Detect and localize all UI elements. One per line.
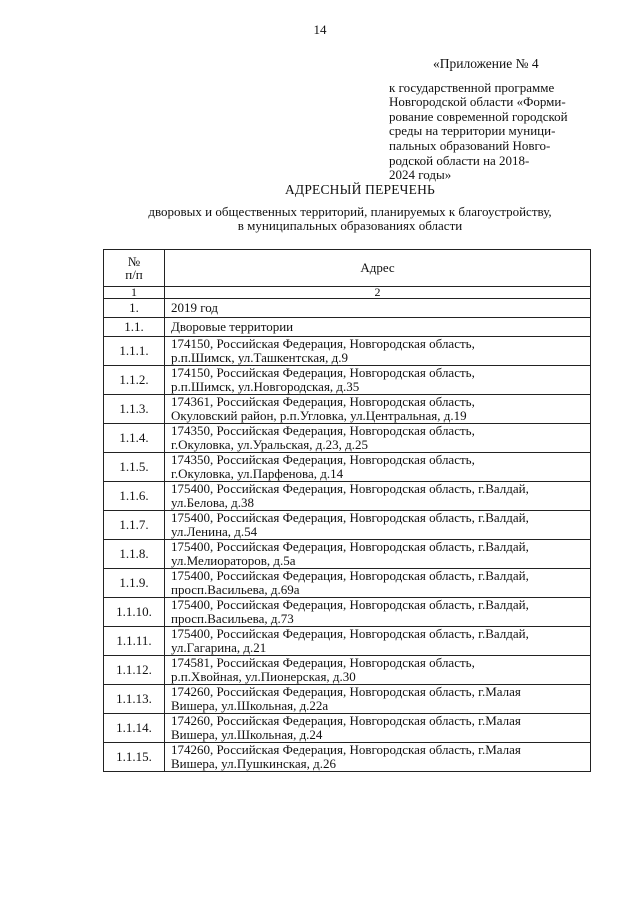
- row-address: 174260, Российская Федерация, Новгородская область, г.Малая Вишера, ул.Школьная, д.22а: [165, 685, 591, 714]
- table-row: [104, 714, 591, 743]
- table-row: [104, 482, 591, 511]
- row-address: 175400, Российская Федерация, Новгородская область, г.Валдай, ул.Гагарина, д.21: [165, 627, 591, 656]
- row-address: 175400, Российская Федерация, Новгородская область, г.Валдай, просп.Васильева, д.73: [165, 598, 591, 627]
- table-row: [104, 511, 591, 540]
- row-address: 174350, Российская Федерация, Новгородская область, г.Окуловка, ул.Парфенова, д.14: [165, 453, 591, 482]
- row-number: 1.1.: [104, 318, 165, 337]
- row-number: 1.1.15.: [104, 743, 165, 772]
- row-number: 1.: [104, 299, 165, 318]
- row-number: 1.1.14.: [104, 714, 165, 743]
- column-index-num: 1: [104, 287, 165, 299]
- page-number: 14: [313, 22, 327, 37]
- subtitle-line-2: в муниципальных образованиях области: [237, 218, 463, 233]
- appendix-note: [389, 57, 609, 183]
- table-row: [104, 569, 591, 598]
- row-number: 1.1.9.: [104, 569, 165, 598]
- row-number: 1.1.13.: [104, 685, 165, 714]
- table-row: [104, 598, 591, 627]
- row-address: 174260, Российская Федерация, Новгородская область, г.Малая Вишера, ул.Пушкинская, д.26: [165, 743, 591, 772]
- table-row: [104, 424, 591, 453]
- row-address: 175400, Российская Федерация, Новгородская область, г.Валдай, ул.Ленина, д.54: [165, 511, 591, 540]
- row-address: 174260, Российская Федерация, Новгородская область, г.Малая Вишера, ул.Школьная, д.24: [165, 714, 591, 743]
- column-index-row: [104, 287, 591, 299]
- row-number: 1.1.1.: [104, 337, 165, 366]
- header-number: [104, 250, 165, 287]
- table-row: [104, 318, 591, 337]
- row-address: Дворовые территории: [165, 318, 591, 337]
- header-number-sign: №: [127, 254, 141, 269]
- row-number: 1.1.4.: [104, 424, 165, 453]
- row-number: 1.1.5.: [104, 453, 165, 482]
- row-number: 1.1.2.: [104, 366, 165, 395]
- row-address: 175400, Российская Федерация, Новгородская область, г.Валдай, ул.Белова, д.38: [165, 482, 591, 511]
- table-row: [104, 453, 591, 482]
- row-address: 175400, Российская Федерация, Новгородская область, г.Валдай, просп.Васильева, д.69а: [165, 569, 591, 598]
- address-table: [103, 249, 591, 772]
- row-address: 174581, Российская Федерация, Новгородская область, р.п.Хвойная, ул.Пионерская, д.30: [165, 656, 591, 685]
- subtitle-line-1: дворовых и общественных территорий, планируемых к благоустройству,: [148, 204, 552, 219]
- table-row: [104, 743, 591, 772]
- document-title: АДРЕСНЫЙ ПЕРЕЧЕНЬ: [284, 182, 436, 197]
- document-subtitle: [100, 205, 600, 233]
- header-address: Адрес: [165, 250, 591, 287]
- table-row: [104, 395, 591, 424]
- row-number: 1.1.8.: [104, 540, 165, 569]
- row-address: 174150, Российская Федерация, Новгородская область, р.п.Шимск, ул.Новгородская, д.35: [165, 366, 591, 395]
- row-number: 1.1.6.: [104, 482, 165, 511]
- table-row: [104, 299, 591, 318]
- row-number: 1.1.10.: [104, 598, 165, 627]
- table-header-row: [104, 250, 591, 287]
- row-address: 174350, Российская Федерация, Новгородская область, г.Окуловка, ул.Уральская, д.23, д.25: [165, 424, 591, 453]
- row-address: 174150, Российская Федерация, Новгородская область, р.п.Шимск, ул.Ташкентская, д.9: [165, 337, 591, 366]
- appendix-title: «Приложение № 4: [433, 56, 539, 71]
- column-index-address: 2: [165, 287, 591, 299]
- header-number-abbr: п/п: [125, 267, 143, 282]
- table-row: [104, 627, 591, 656]
- appendix-body: к государственной программе Новгородской области «Форми- рование современной городской среды на территории муници- пальных образований Новго- родской области на 2018- 2024 годы»: [389, 79, 568, 183]
- table-row: [104, 540, 591, 569]
- row-number: 1.1.12.: [104, 656, 165, 685]
- row-address: 2019 год: [165, 299, 591, 318]
- row-address: 175400, Российская Федерация, Новгородская область, г.Валдай, ул.Мелиораторов, д.5а: [165, 540, 591, 569]
- row-number: 1.1.7.: [104, 511, 165, 540]
- table-row: [104, 337, 591, 366]
- row-number: 1.1.11.: [104, 627, 165, 656]
- row-number: 1.1.3.: [104, 395, 165, 424]
- row-address: 174361, Российская Федерация, Новгородская область, Окуловский район, р.п.Угловка, ул.Центральная, д.19: [165, 395, 591, 424]
- table-row: [104, 685, 591, 714]
- table-row: [104, 656, 591, 685]
- table-row: [104, 366, 591, 395]
